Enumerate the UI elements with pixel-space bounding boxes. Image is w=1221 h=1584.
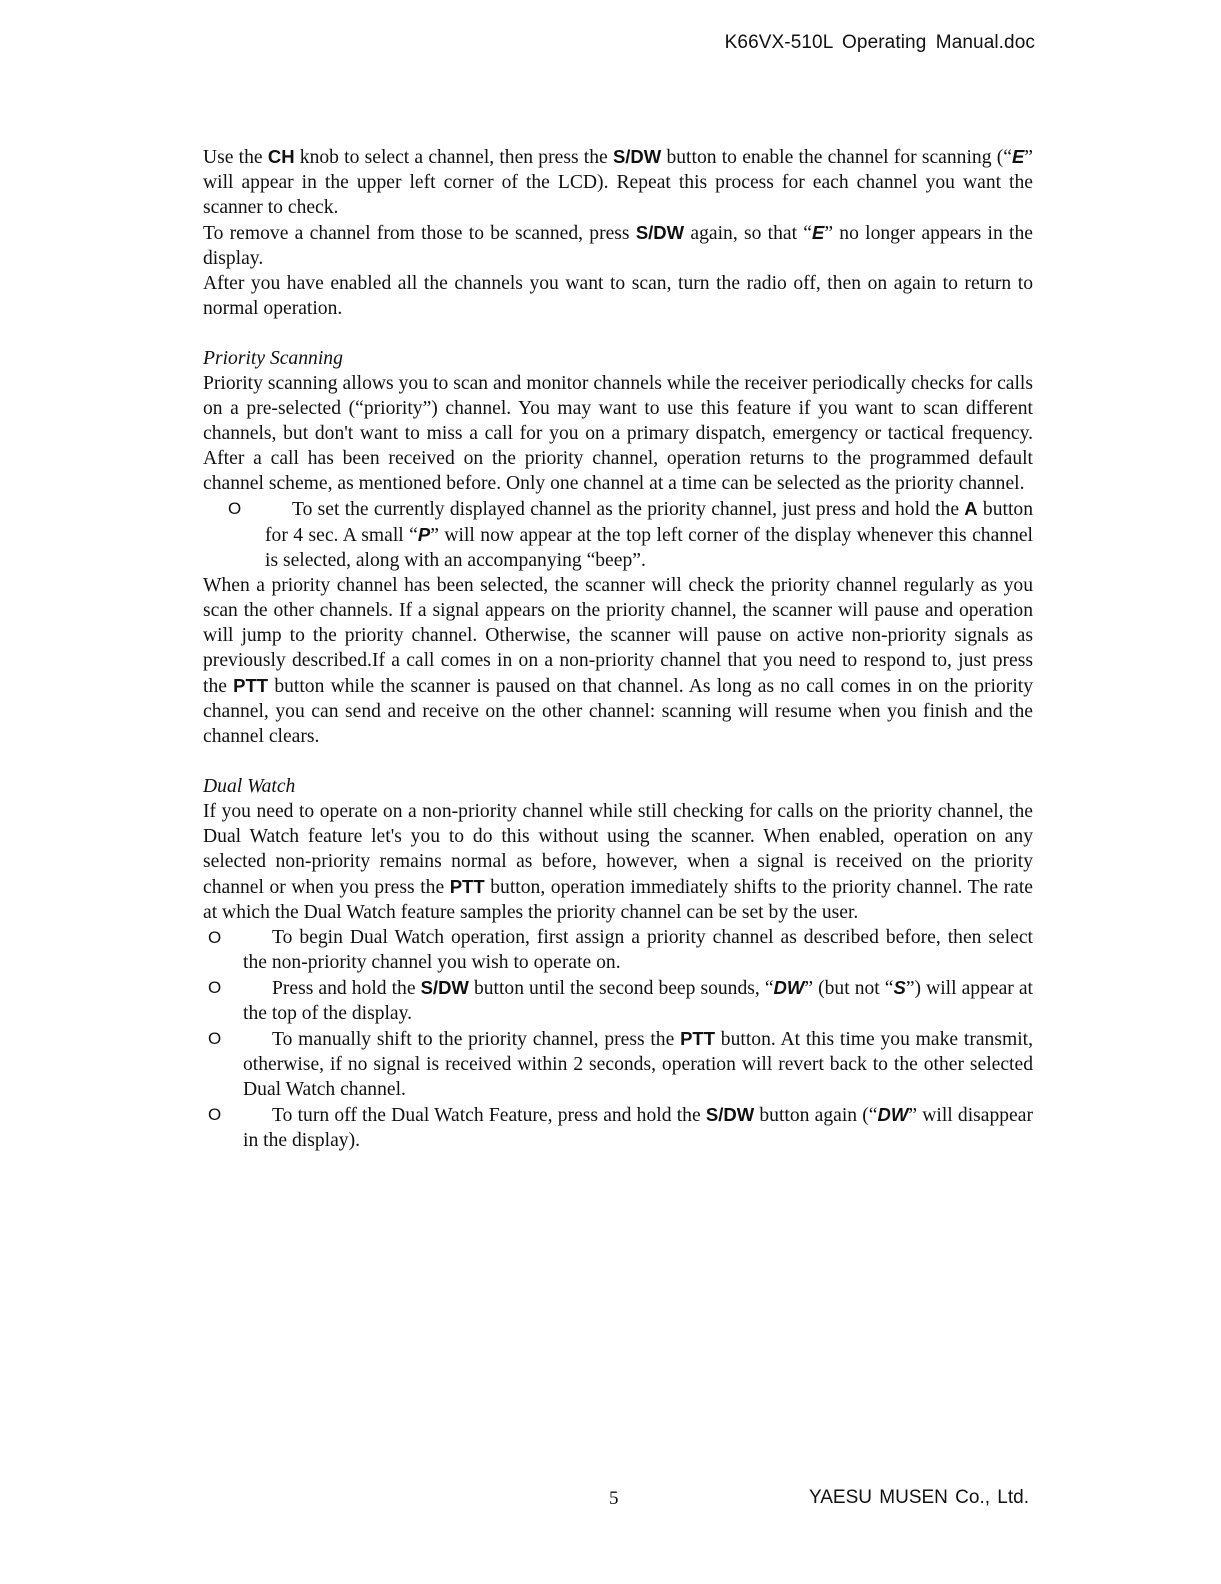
ptt-button-label: PTT: [233, 675, 269, 696]
dw-indicator: DW: [877, 1104, 909, 1125]
sdw-button-label: S/DW: [635, 222, 685, 243]
dw-indicator: DW: [773, 977, 805, 998]
section-spacer: [203, 321, 1033, 346]
dualwatch-bullet-4: O To turn off the Dual Watch Feature, press and hold the S/DW button again (“DW” will disappear in the display).: [208, 1104, 1033, 1151]
dualwatch-bullet-1: O To begin Dual Watch operation, first assign a priority channel as described before, then select the non-priority channel you wish to operate on.: [208, 927, 1033, 973]
dualwatch-paragraph-1: If you need to operate on a non-priority channel while still checking for calls on the priority channel, the Dual Watch feature let's you to do this without using the scanner. When enabled, operation on any selected non-priority remains normal as before, however, when a signal is received on the priority channel or when you press the PTT button, operation immediately shifts to the priority channel. The rate at which the Dual Watch feature samples the priority channel can be set by the user.: [203, 801, 1033, 923]
dualwatch-bullet-2: O Press and hold the S/DW button until the second beep sounds, “DW” (but not “S”) will appear at the top of the display.: [208, 977, 1033, 1024]
priority-paragraph-1: Priority scanning allows you to scan and monitor channels while the receiver periodically checks for calls on a pre-selected (“priority”) channel. You may want to use this feature if you want to scan different channels, but don't want to miss a call for you on a primary dispatch, emergency or tactical frequency. After a call has been received on the priority channel, operation returns to the programmed default channel scheme, as mentioned before. Only one channel at a time can be selected as the priority channel.: [203, 373, 1033, 494]
ptt-button-label: PTT: [680, 1028, 716, 1049]
e-indicator: E: [812, 222, 825, 243]
ptt-button-label: PTT: [449, 876, 485, 897]
intro-paragraph-1: Use the CH knob to select a channel, then press the S/DW button to enable the channel for scanning (“E” will appear in the upper left corner of the LCD). Repeat this process for each channel you want the scanner to check.: [203, 146, 1033, 218]
section-title-priority-scanning: Priority Scanning: [203, 348, 343, 369]
dualwatch-bullet-3: O To manually shift to the priority channel, press the PTT button. At this time you make transmit, otherwise, if no signal is received within 2 seconds, operation will revert back to the other selected Dual Watch channel.: [208, 1028, 1033, 1100]
p-indicator: P: [417, 524, 431, 545]
footer-company-name: YAESU MUSEN Co., Ltd.: [809, 1487, 1029, 1508]
intro-paragraph-3: After you have enabled all the channels you want to scan, turn the radio off, then on again to return to normal operation.: [203, 273, 1033, 319]
bullet-marker: O: [208, 978, 222, 997]
section-spacer: [203, 749, 1033, 774]
priority-paragraph-2: When a priority channel has been selected, the scanner will check the priority channel regularly as you scan the other channels. If a signal appears on the priority channel, the scanner will pause and operation will jump to the priority channel. Otherwise, the scanner will pause on active non-priority signals as previously described.If a call comes in on a non-priority channel that you need to respond to, just press the PTT button while the scanner is paused on that channel. As long as no call comes in on the priority channel, you can send and receive on the other channel: scanning will resume when you finish and the channel clears.: [203, 575, 1034, 747]
bullet-marker: O: [208, 1105, 222, 1124]
priority-bullet-1: O To set the currently displayed channel as the priority channel, just press and hold the A button for 4 sec. A small “P” will now appear at the top left corner of the display whenever this channel is selected, along with an accompanying “beep”.: [228, 498, 1034, 571]
e-indicator: E: [1011, 146, 1025, 167]
intro-paragraph-2: To remove a channel from those to be scanned, press S/DW again, so that “E” no longer appears in the display.: [203, 222, 1033, 269]
bullet-marker: O: [208, 1029, 222, 1048]
a-button-label: A: [964, 498, 978, 519]
page-number: 5: [609, 1488, 619, 1509]
sdw-button-label: S/DW: [612, 146, 662, 167]
page-body: [203, 144, 1033, 1153]
section-title-dual-watch: Dual Watch: [203, 776, 296, 797]
s-indicator: S: [893, 977, 906, 998]
bullet-marker: O: [208, 928, 222, 947]
sdw-button-label: S/DW: [420, 977, 469, 998]
sdw-button-label: S/DW: [705, 1104, 755, 1125]
document-header: K66VX-510L Operating Manual.doc: [724, 32, 1035, 53]
ch-knob-label: CH: [267, 146, 295, 167]
bullet-marker: O: [228, 499, 242, 518]
